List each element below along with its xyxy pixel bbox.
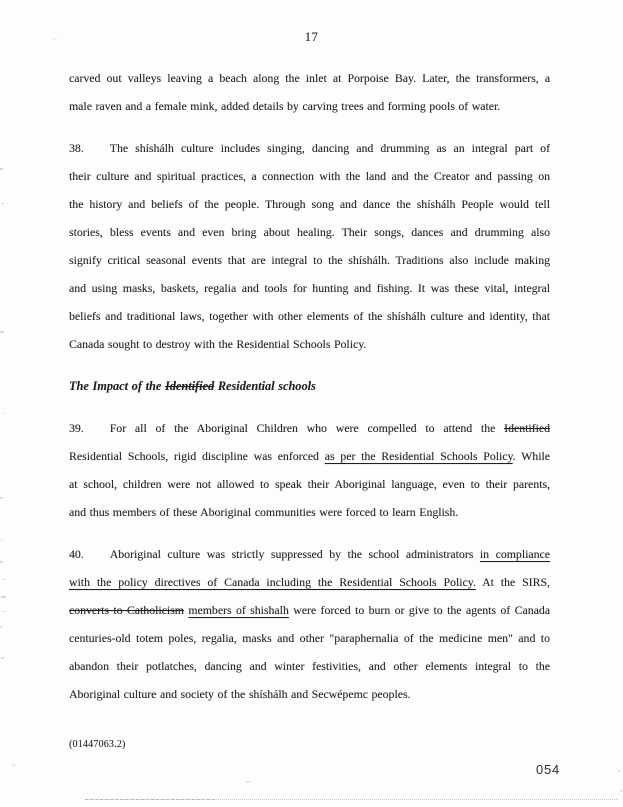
scan-speck	[1, 657, 4, 659]
text-line	[69, 372, 550, 400]
underlined-text: with the policy directives of Canada including the Residential Schools Policy.	[69, 575, 476, 589]
text-line	[69, 568, 550, 596]
scan-speck	[1, 540, 3, 541]
paragraph-continuation	[69, 64, 550, 120]
text-line	[69, 92, 550, 120]
text-line	[69, 596, 550, 624]
text-line	[69, 64, 550, 92]
text-run: male raven and a female mink, added details by carving trees and forming pools of water.	[69, 99, 501, 113]
scan-speck	[2, 611, 5, 612]
scan-speck	[0, 168, 3, 170]
text-run: centuries-old totem poles, regalia, masks and other "paraphernalia of the medicine men" and to	[69, 631, 550, 645]
text-run: Aboriginal culture was strictly suppressed by the school administrators	[109, 547, 480, 561]
scan-speck	[1, 596, 6, 598]
scan-speck	[12, 764, 15, 766]
scan-speck	[1, 203, 4, 204]
text-run: Canada sought to destroy with the Residential Schools Policy.	[69, 337, 367, 351]
scan-speck	[0, 331, 4, 333]
text-line	[69, 218, 550, 246]
text-run: Residential Schools, rigid discipline was enforced	[69, 449, 325, 463]
text-run: . While	[512, 449, 550, 463]
text-run: For all of the Aboriginal Children who were compelled to attend the	[109, 421, 505, 435]
text-run: The shíshálh culture includes singing, dancing and drumming as an integral part of	[109, 141, 550, 155]
text-run: At the SIRS,	[475, 575, 550, 589]
text-run: abandon their potlatches, dancing and winter festivities, and other elements integral to the	[69, 659, 550, 673]
paragraph-number: 38.	[69, 141, 84, 155]
document-content	[69, 64, 550, 708]
paragraph-number: 40.	[69, 547, 84, 561]
scan-speck	[2, 579, 6, 580]
page-number: 17	[304, 30, 319, 44]
scan-speck	[246, 781, 251, 783]
section-heading	[69, 372, 550, 400]
scan-speck	[0, 561, 3, 563]
text-line	[69, 274, 550, 302]
underlined-text: as per the Residential Schools Policy	[324, 449, 513, 463]
underlined-text: in compliance	[479, 547, 550, 561]
text-line	[69, 540, 550, 568]
scan-speck	[618, 770, 620, 772]
text-run: signify critical seasonal events that are integral to the shíshálh. Traditions also include making	[69, 253, 550, 267]
paragraph-38	[69, 134, 550, 358]
text-run: stories, bless events and even bring about healing. Their songs, dances and drumming also	[69, 225, 550, 239]
document-id-footer: (01447063.2)	[69, 739, 126, 750]
paragraph-number: 39.	[69, 421, 84, 435]
scan-speck	[53, 38, 57, 40]
text-line	[69, 162, 550, 190]
text-line	[69, 246, 550, 274]
scan-speck	[620, 790, 622, 792]
text-run: were forced to burn or give to the agents of Canada	[288, 603, 550, 617]
struck-text: Identified	[164, 379, 215, 393]
scan-speck	[0, 497, 3, 499]
scan-speck	[0, 626, 2, 628]
text-run: at school, children were not allowed to speak their Aboriginal language, even to their parents,	[69, 477, 550, 491]
underlined-text: members of shishalh	[188, 603, 289, 617]
text-run: The Impact of the	[69, 379, 165, 393]
text-line	[69, 680, 550, 708]
text-run: Aboriginal culture and society of the shíshálh and Secwépemc peoples.	[69, 687, 411, 701]
paragraph-39	[69, 414, 550, 526]
text-run: beliefs and traditional laws, together with other elements of the shíshálh culture and identity, that	[69, 309, 550, 323]
text-run: Residential schools	[214, 379, 316, 393]
text-run: their culture and spiritual practices, a connection with the land and the Creator and passing on	[69, 169, 550, 183]
scan-artifact-line	[85, 799, 215, 800]
text-run: and using masks, baskets, regalia and tools for hunting and fishing. It was these vital, integral	[69, 281, 550, 295]
struck-text: converts to Catholicism	[69, 603, 184, 617]
text-line	[69, 498, 550, 526]
text-line	[69, 442, 550, 470]
text-run: carved out valleys leaving a beach along the inlet at Porpoise Bay. Later, the transformers, a	[69, 71, 550, 85]
paragraph-40	[69, 540, 550, 708]
text-line	[69, 414, 550, 442]
text-run: the history and beliefs of the people. Through song and dance the shíshálh People would tell	[69, 197, 550, 211]
struck-text: Identified	[504, 421, 550, 435]
text-line	[69, 652, 550, 680]
text-line	[69, 330, 550, 358]
text-line	[69, 302, 550, 330]
text-line	[69, 134, 550, 162]
bates-stamp: 054	[536, 762, 561, 777]
text-line	[69, 190, 550, 218]
text-run: and thus members of these Aboriginal communities were forced to learn English.	[69, 505, 459, 519]
scan-speck	[2, 413, 4, 414]
text-line	[69, 470, 550, 498]
text-line	[69, 624, 550, 652]
